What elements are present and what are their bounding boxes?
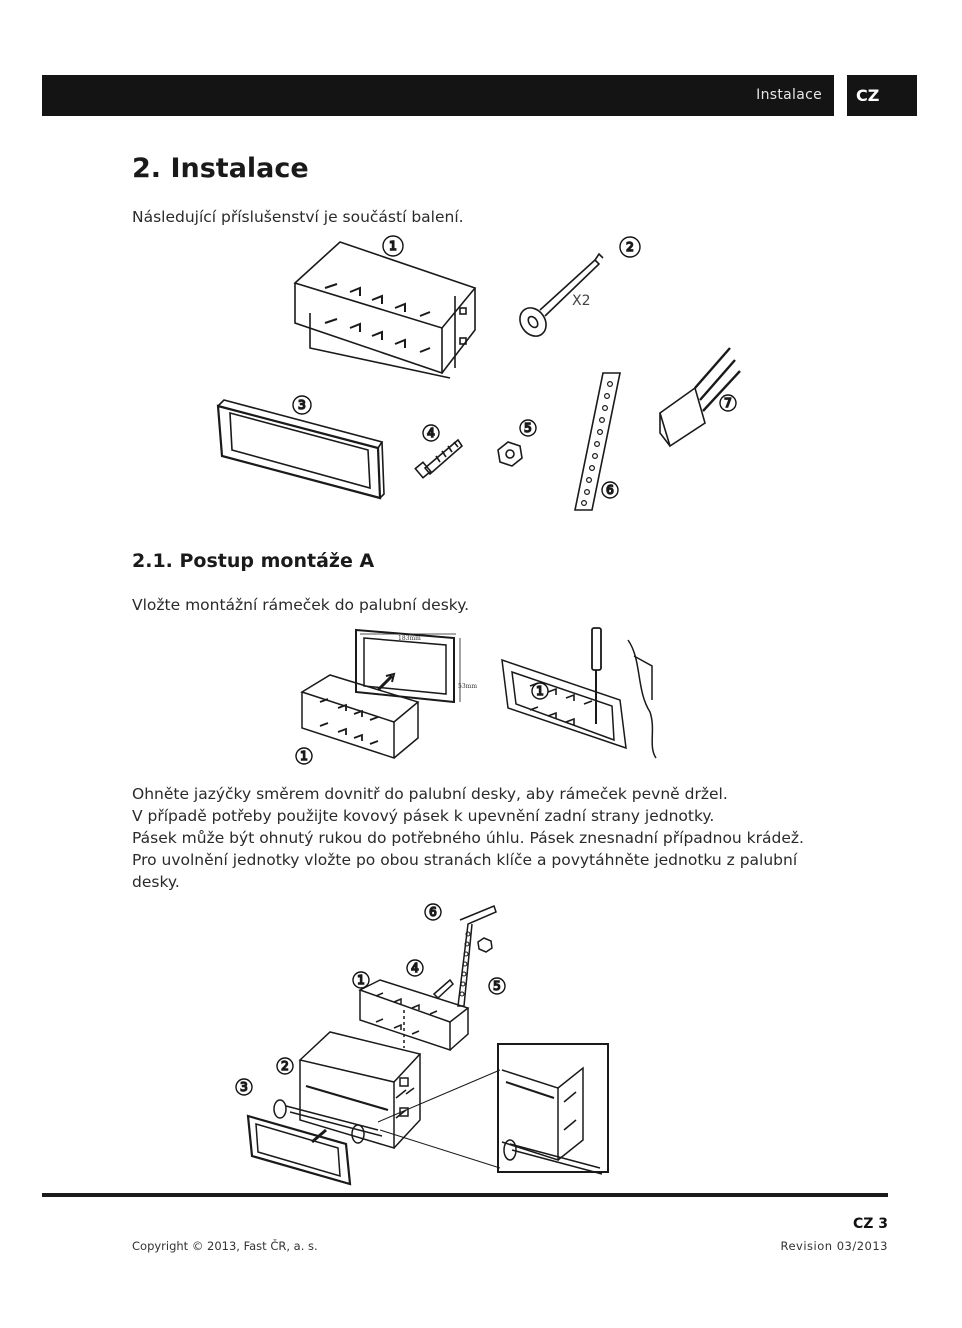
section-heading: 2.1. Postup montáže A <box>132 550 375 572</box>
svg-text:2: 2 <box>281 1059 289 1073</box>
trim-frame-illustration <box>218 400 384 498</box>
svg-text:6: 6 <box>429 905 437 919</box>
paragraph-line: Ohněte jazýčky směrem dovnitř do palubní desky, aby rámeček pevně držel. <box>132 785 728 803</box>
svg-text:3: 3 <box>240 1080 248 1094</box>
paragraph-line: Pro uvolnění jednotky vložte po obou stranách klíče a povytáhněte jednotku z palubní <box>132 851 798 869</box>
copyright-notice: Copyright © 2013, Fast ČR, a. s. <box>132 1239 318 1253</box>
nut-illustration <box>498 442 522 466</box>
svg-text:7: 7 <box>724 396 732 410</box>
header-language-badge: CZ <box>847 75 917 116</box>
header-section-title: Instalace <box>756 87 822 103</box>
svg-text:1: 1 <box>389 239 397 253</box>
svg-text:2: 2 <box>626 240 634 254</box>
svg-text:1: 1 <box>357 973 365 987</box>
svg-text:5: 5 <box>493 979 501 993</box>
svg-text:6: 6 <box>606 483 614 497</box>
svg-text:4: 4 <box>427 426 435 440</box>
svg-text:3: 3 <box>298 398 306 412</box>
svg-text:5: 5 <box>524 421 532 435</box>
header-bar <box>42 75 834 116</box>
revision-label: Revision 03/2013 <box>780 1239 888 1253</box>
mounting-sleeve-illustration <box>295 242 475 378</box>
page-number: CZ 3 <box>852 1216 888 1232</box>
page-title: 2. Instalace <box>132 153 309 184</box>
quantity-label: X2 <box>572 293 591 309</box>
paragraph-line: V případě potřeby použijte kovový pásek k upevnění zadní strany jednotky. <box>132 807 715 825</box>
paragraph-line: desky. <box>132 873 180 891</box>
bolt-illustration <box>415 440 462 478</box>
footer-rule <box>42 1193 888 1197</box>
svg-text:1: 1 <box>300 749 308 763</box>
sleeve-insertion-figure <box>290 620 670 768</box>
assembly-figure <box>228 898 733 1188</box>
svg-text:1: 1 <box>536 684 544 698</box>
svg-text:53mm: 53mm <box>458 683 478 690</box>
intro-text: Následující příslušenství je součástí balení. <box>132 208 464 226</box>
paragraph-line: Pásek může být ohnutý rukou do potřebného úhlu. Pásek znesnadní případnou krádež. <box>132 829 804 847</box>
part-number-labels <box>293 236 736 498</box>
svg-text:183mm: 183mm <box>398 635 421 642</box>
step-instruction: Vložte montážní rámeček do palubní desky. <box>132 596 470 614</box>
svg-text:4: 4 <box>411 961 419 975</box>
accessories-figure <box>200 228 760 523</box>
